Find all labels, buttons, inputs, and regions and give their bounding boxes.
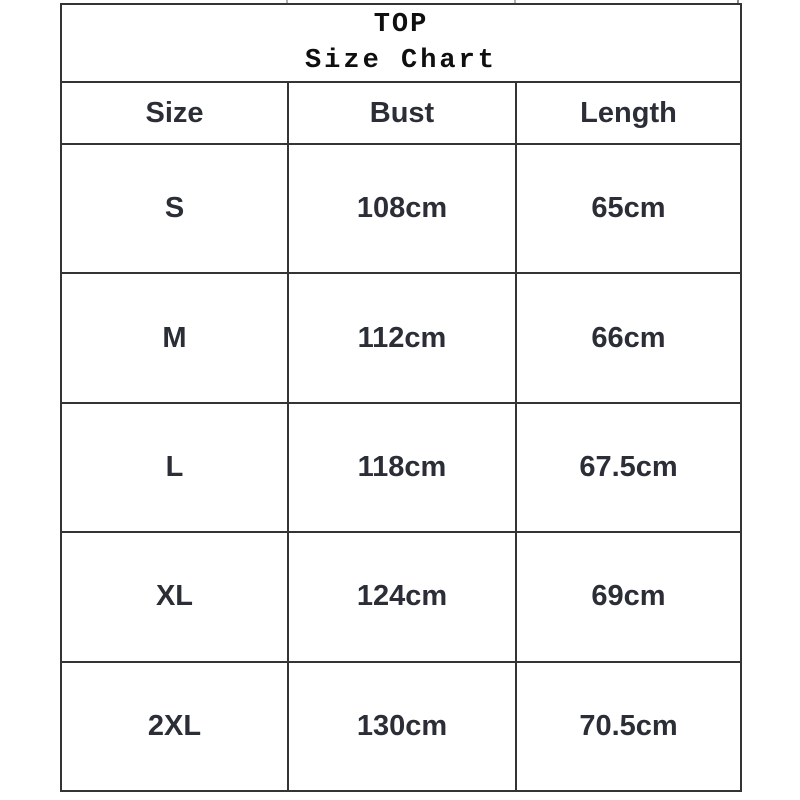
cell-bust: 124cm	[288, 532, 516, 661]
cell-size: L	[61, 403, 288, 532]
column-header-length: Length	[516, 82, 741, 144]
column-header-bust: Bust	[288, 82, 516, 144]
cell-bust: 108cm	[288, 144, 516, 273]
size-chart-table	[60, 3, 742, 792]
table-row-l	[61, 403, 741, 532]
cell-length: 67.5cm	[516, 403, 741, 532]
table-row-2xl	[61, 662, 741, 791]
table-title-cell	[61, 4, 741, 82]
cell-length: 69cm	[516, 532, 741, 661]
cell-bust: 118cm	[288, 403, 516, 532]
cell-bust: 130cm	[288, 662, 516, 791]
cell-size: XL	[61, 532, 288, 661]
column-header-size: Size	[61, 82, 288, 144]
cell-size: M	[61, 273, 288, 402]
cell-size: S	[61, 144, 288, 273]
chart-title-line2: Size Chart	[304, 46, 498, 76]
cell-length: 65cm	[516, 144, 741, 273]
cell-bust: 112cm	[288, 273, 516, 402]
cell-length: 70.5cm	[516, 662, 741, 791]
table-row-m	[61, 273, 741, 402]
chart-title-line1: TOP	[373, 10, 429, 40]
cell-length: 66cm	[516, 273, 741, 402]
cell-size: 2XL	[61, 662, 288, 791]
table-row-xl	[61, 532, 741, 661]
table-header-row	[61, 82, 741, 144]
table-title-row	[61, 4, 741, 82]
table-row-s	[61, 144, 741, 273]
